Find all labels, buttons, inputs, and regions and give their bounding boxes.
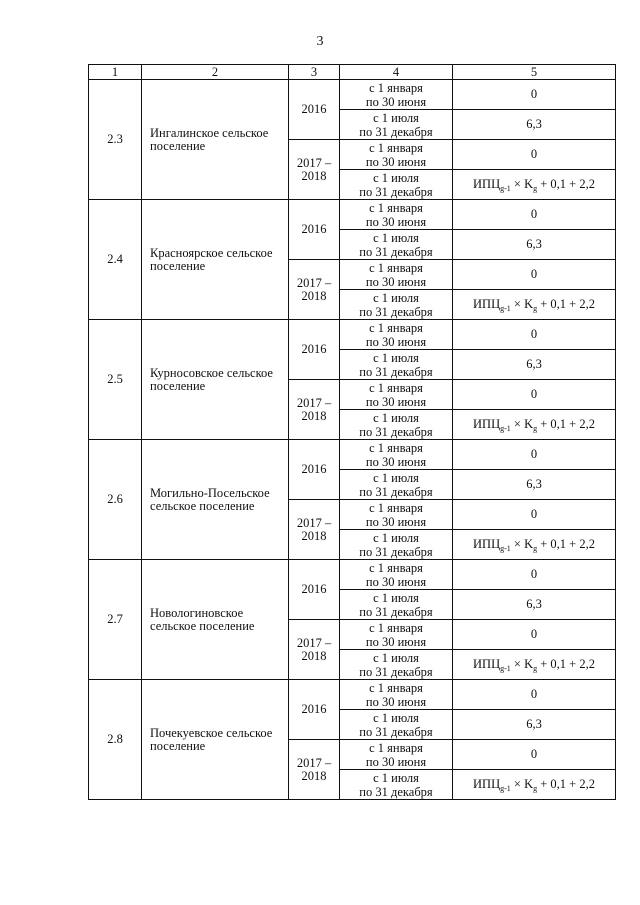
formula-tail: + 0,1 + 2,2: [537, 537, 595, 551]
period-end: по 31 декабря: [359, 784, 433, 799]
formula-k-subscript: g: [533, 184, 538, 193]
period-cell: [340, 80, 453, 110]
period-end: по 30 июня: [365, 274, 427, 289]
formula-ipc-subscript: g-1: [500, 544, 511, 553]
period-cell: [340, 710, 453, 740]
period-cell: [340, 140, 453, 170]
tariff-value: 0: [453, 200, 616, 230]
year-range: [289, 260, 340, 320]
year-range: [289, 140, 340, 200]
formula-k-subscript: g: [533, 304, 538, 313]
period-start: с 1 января: [369, 560, 423, 575]
tariff-value: 0: [453, 140, 616, 170]
settlement-number: 2.6: [89, 440, 142, 560]
year-2016: 2016: [289, 680, 340, 740]
period-cell: [340, 650, 453, 680]
year-range: [289, 500, 340, 560]
period-end: по 30 июня: [365, 694, 427, 709]
period-start: с 1 июля: [373, 410, 419, 425]
period-start: с 1 июля: [373, 470, 419, 485]
formula-k-subscript: g: [533, 784, 538, 793]
tariff-formula: [453, 170, 616, 200]
period-cell: [340, 230, 453, 260]
period-end: по 31 декабря: [359, 364, 433, 379]
settlement-number: 2.4: [89, 200, 142, 320]
period-cell: [340, 380, 453, 410]
formula-ipc: ИПЦ: [473, 657, 501, 671]
year-range-end: 2018: [301, 528, 327, 543]
period-start: с 1 января: [369, 380, 423, 395]
tariff-value: 0: [453, 680, 616, 710]
formula-ipc: ИПЦ: [473, 777, 501, 791]
table-body: [89, 65, 616, 800]
settlement-number: 2.7: [89, 560, 142, 680]
period-start: с 1 января: [369, 440, 423, 455]
period-cell: [340, 770, 453, 800]
formula-ipc-subscript: g-1: [500, 784, 511, 793]
year-range-start: 2017 –: [296, 275, 332, 290]
period-end: по 30 июня: [365, 574, 427, 589]
tariff-value: 6,3: [453, 710, 616, 740]
period-start: с 1 июля: [373, 110, 419, 125]
tariff-value: 0: [453, 560, 616, 590]
tariff-table: [88, 64, 616, 800]
formula-ipc: ИПЦ: [473, 297, 501, 311]
period-start: с 1 января: [369, 320, 423, 335]
table-row: [89, 320, 616, 350]
tariff-value: 6,3: [453, 350, 616, 380]
year-2016: 2016: [289, 200, 340, 260]
period-end: по 31 декабря: [359, 424, 433, 439]
year-range-start: 2017 –: [296, 635, 332, 650]
period-cell: [340, 680, 453, 710]
period-end: по 30 июня: [365, 334, 427, 349]
table-row: [89, 80, 616, 110]
settlement-name: Новологиновское сельское поселение: [142, 560, 289, 680]
year-range: [289, 620, 340, 680]
period-start: с 1 июля: [373, 770, 419, 785]
table-row: [89, 680, 616, 710]
formula-k: × K: [510, 657, 534, 671]
period-start: с 1 января: [369, 500, 423, 515]
formula-k: × K: [510, 177, 534, 191]
period-start: с 1 июля: [373, 350, 419, 365]
period-cell: [340, 500, 453, 530]
settlement-name: Курносовское сельское поселение: [142, 320, 289, 440]
formula-ipc: ИПЦ: [473, 537, 501, 551]
table-row: [89, 440, 616, 470]
period-end: по 31 декабря: [359, 124, 433, 139]
formula-k-subscript: g: [533, 544, 538, 553]
formula-ipc-subscript: g-1: [500, 664, 511, 673]
tariff-value: 0: [453, 320, 616, 350]
tariff-value: 6,3: [453, 470, 616, 500]
year-range-start: 2017 –: [296, 395, 332, 410]
period-end: по 31 декабря: [359, 724, 433, 739]
period-end: по 31 декабря: [359, 304, 433, 319]
formula-k: × K: [510, 297, 534, 311]
year-2016: 2016: [289, 80, 340, 140]
period-cell: [340, 410, 453, 440]
tariff-formula: [453, 410, 616, 440]
settlement-number: 2.5: [89, 320, 142, 440]
tariff-formula: [453, 290, 616, 320]
table-row: [89, 560, 616, 590]
table-row: [89, 200, 616, 230]
period-cell: [340, 200, 453, 230]
period-cell: [340, 260, 453, 290]
period-cell: [340, 440, 453, 470]
tariff-value: 0: [453, 380, 616, 410]
period-end: по 30 июня: [365, 154, 427, 169]
settlement-name: Ингалинское сельское поселение: [142, 80, 289, 200]
period-cell: [340, 530, 453, 560]
period-start: с 1 июля: [373, 530, 419, 545]
year-range-end: 2018: [301, 648, 327, 663]
year-2016: 2016: [289, 320, 340, 380]
tariff-value: 0: [453, 620, 616, 650]
tariff-formula: [453, 650, 616, 680]
formula-ipc-subscript: g-1: [500, 424, 511, 433]
formula-k-subscript: g: [533, 664, 538, 673]
period-end: по 30 июня: [365, 454, 427, 469]
year-range-end: 2018: [301, 168, 327, 183]
year-2016: 2016: [289, 440, 340, 500]
formula-k: × K: [510, 417, 534, 431]
period-end: по 30 июня: [365, 394, 427, 409]
header-col-4: 4: [340, 65, 453, 80]
period-start: с 1 января: [369, 200, 423, 215]
tariff-formula: [453, 770, 616, 800]
period-start: с 1 июля: [373, 230, 419, 245]
period-cell: [340, 170, 453, 200]
header-col-2: 2: [142, 65, 289, 80]
period-cell: [340, 470, 453, 500]
period-end: по 30 июня: [365, 94, 427, 109]
formula-ipc: ИПЦ: [473, 417, 501, 431]
year-range-end: 2018: [301, 408, 327, 423]
tariff-value: 6,3: [453, 110, 616, 140]
formula-k: × K: [510, 537, 534, 551]
formula-tail: + 0,1 + 2,2: [537, 777, 595, 791]
tariff-value: 0: [453, 80, 616, 110]
header-col-3: 3: [289, 65, 340, 80]
header-row: [89, 65, 616, 80]
period-end: по 30 июня: [365, 514, 427, 529]
period-cell: [340, 290, 453, 320]
period-end: по 31 декабря: [359, 484, 433, 499]
period-end: по 31 декабря: [359, 244, 433, 259]
year-range-start: 2017 –: [296, 755, 332, 770]
period-start: с 1 июля: [373, 170, 419, 185]
year-range: [289, 740, 340, 800]
period-start: с 1 июля: [373, 290, 419, 305]
formula-ipc-subscript: g-1: [500, 184, 511, 193]
formula-k: × K: [510, 777, 534, 791]
tariff-formula: [453, 530, 616, 560]
tariff-value: 6,3: [453, 230, 616, 260]
settlement-number: 2.8: [89, 680, 142, 800]
period-end: по 30 июня: [365, 754, 427, 769]
period-end: по 31 декабря: [359, 604, 433, 619]
tariff-value: 0: [453, 740, 616, 770]
year-range-end: 2018: [301, 768, 327, 783]
tariff-value: 0: [453, 440, 616, 470]
period-cell: [340, 110, 453, 140]
page-number: 3: [316, 34, 324, 49]
period-start: с 1 января: [369, 740, 423, 755]
period-start: с 1 июля: [373, 710, 419, 725]
period-start: с 1 января: [369, 80, 423, 95]
formula-tail: + 0,1 + 2,2: [537, 657, 595, 671]
period-cell: [340, 590, 453, 620]
formula-tail: + 0,1 + 2,2: [537, 177, 595, 191]
tariff-value: 0: [453, 260, 616, 290]
period-start: с 1 июля: [373, 650, 419, 665]
tariff-value: 0: [453, 500, 616, 530]
settlement-name: Красноярское сельское поселение: [142, 200, 289, 320]
period-start: с 1 января: [369, 620, 423, 635]
tariff-value: 6,3: [453, 590, 616, 620]
period-end: по 31 декабря: [359, 664, 433, 679]
period-start: с 1 июля: [373, 590, 419, 605]
year-range-end: 2018: [301, 288, 327, 303]
formula-k-subscript: g: [533, 424, 538, 433]
settlement-name: Почекуевское сельское поселение: [142, 680, 289, 800]
period-start: с 1 января: [369, 140, 423, 155]
formula-ipc: ИПЦ: [473, 177, 501, 191]
year-range: [289, 380, 340, 440]
year-2016: 2016: [289, 560, 340, 620]
formula-ipc-subscript: g-1: [500, 304, 511, 313]
header-col-1: 1: [89, 65, 142, 80]
period-end: по 30 июня: [365, 214, 427, 229]
period-cell: [340, 620, 453, 650]
period-start: с 1 января: [369, 260, 423, 275]
formula-tail: + 0,1 + 2,2: [537, 417, 595, 431]
period-end: по 30 июня: [365, 634, 427, 649]
settlement-name: Могильно-Посельское сельское поселение: [142, 440, 289, 560]
year-range-start: 2017 –: [296, 155, 332, 170]
period-cell: [340, 320, 453, 350]
period-cell: [340, 740, 453, 770]
settlement-number: 2.3: [89, 80, 142, 200]
header-col-5: 5: [453, 65, 616, 80]
period-end: по 31 декабря: [359, 544, 433, 559]
period-end: по 31 декабря: [359, 184, 433, 199]
formula-tail: + 0,1 + 2,2: [537, 297, 595, 311]
period-cell: [340, 560, 453, 590]
period-start: с 1 января: [369, 680, 423, 695]
period-cell: [340, 350, 453, 380]
year-range-start: 2017 –: [296, 515, 332, 530]
